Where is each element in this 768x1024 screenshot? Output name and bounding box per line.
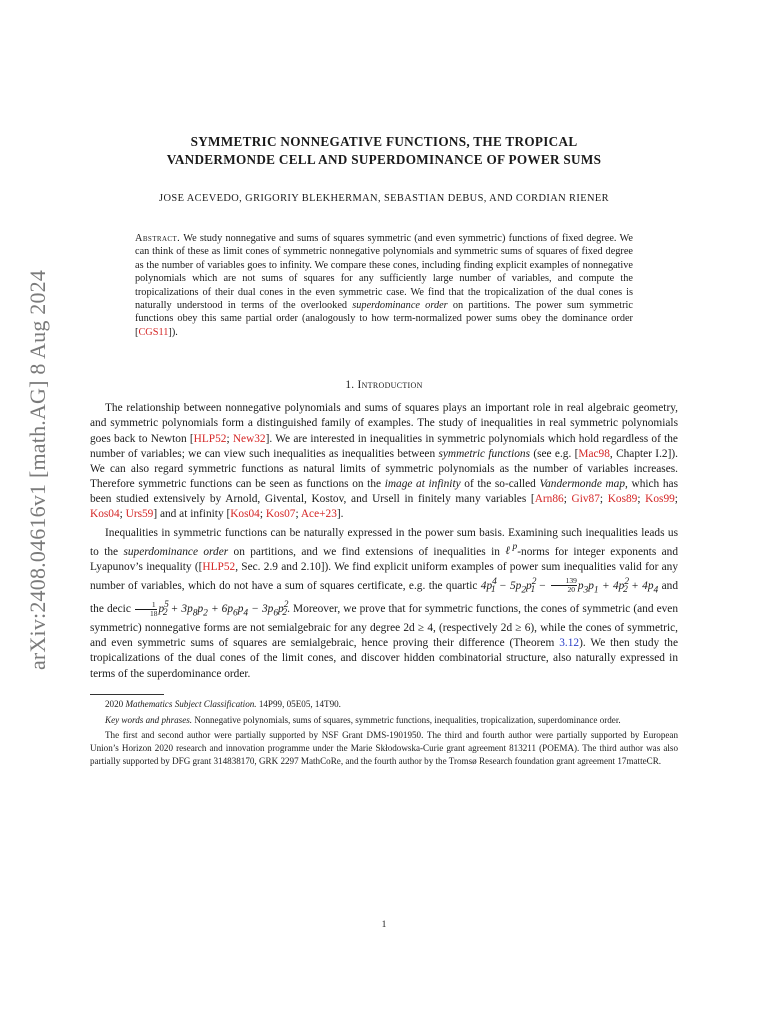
citation-link[interactable]: Giv87	[571, 493, 600, 506]
author-list: JOSE ACEVEDO, GRIGORIY BLEKHERMAN, SEBASTIAN DEBUS, AND CORDIAN RIENER	[159, 193, 609, 204]
math-superscript: 2	[283, 599, 289, 610]
text: , Chapter I.2]). We can also regard symmetric functions as natural limits of symmetric polynomials as the number of variables increases. Therefore symmetric functions can be seen as functions on the	[90, 447, 678, 491]
text: Inequalities in symmetric functions can be naturally expressed in the power sum basis. Examining such inequalities leads us to the	[90, 526, 678, 558]
citation-link[interactable]: Kos04	[90, 508, 120, 521]
fraction-denominator: 20	[567, 585, 575, 595]
paper-title	[90, 133, 678, 169]
math-superscript: p	[512, 542, 518, 553]
citation-link[interactable]: HLP52	[193, 432, 227, 445]
body-text	[90, 401, 678, 682]
math-subscript: 4	[243, 608, 249, 618]
footnote-msc	[90, 698, 678, 711]
math-term: −	[535, 579, 550, 592]
paper-page	[90, 0, 679, 930]
footnote-rule	[90, 694, 164, 695]
title-line-1: SYMMETRIC NONNEGATIVE FUNCTIONS, THE TROPICAL	[190, 134, 578, 149]
abstract	[135, 232, 633, 339]
footnote-funding: The first and second author were partially supported by NSF Grant DMS-1901950. The third and fourth author were partially supported by European Union’s Horizon 2020 research and innovation programme under the Marie Skłodowska-Curie grant agreement 813211 (POEMA). The third author was also partially supported by DFG grant 314838170, GRK 2297 MathCoRe, and the fourth author by the Tromsø Research foundation grant agreement 17matteCR.	[90, 730, 678, 766]
math-subscript: 3	[583, 584, 589, 595]
text: ). We then study the tropicalizations of the dual cones of the limit cones, and discover hidden combinatorial structure, also naturally expressed in terms of the superdominance order.	[90, 637, 678, 680]
text: on partitions, and we find extensions of inequalities in	[228, 545, 506, 558]
text: ;	[119, 508, 126, 521]
abstract-text: We study nonnegative and sums of squares symmetric (and even symmetric) functions of fixed degree. We can think of these as limit cones of symmetric nonnegative polynomials and symmetric sums of squares of fixed degree as the number of variables goes to infinity. We compare these cones, including finding explicit examples of nonnegative polynomials which are not sums of squares for any sufficiently large number of variables, and compute the tropicalizations of their dual cones in the even symmetric case. We find that the tropicalization of the dual cones is naturally understood in terms of the overlooked	[135, 233, 633, 312]
footnotes	[90, 694, 678, 768]
math-subscript: 6	[233, 608, 238, 618]
citation-link[interactable]: Kos07	[265, 508, 296, 521]
text: 2020	[105, 698, 126, 709]
math-subscript: 2	[162, 608, 168, 618]
text: ] and at infinity [	[153, 508, 231, 521]
math-subscript: 1	[593, 584, 599, 595]
text: ;	[226, 432, 233, 445]
math-subscript: 1	[490, 584, 496, 595]
text: and the decic	[90, 579, 679, 615]
math-term: p	[158, 602, 165, 615]
text: of the so-called	[460, 478, 540, 491]
math-subscript: 2	[521, 584, 527, 595]
citation-link[interactable]: Kos99	[645, 493, 675, 506]
math-subscript: 8	[192, 608, 198, 618]
title-line-2: VANDERMONDE CELL AND SUPERDOMINANCE OF POWER SUMS	[166, 152, 602, 167]
emphasis: Key words and phrases.	[105, 714, 193, 725]
citation-link[interactable]: Arn86	[534, 493, 564, 506]
math-term: p	[237, 602, 244, 615]
math-subscript: 2	[623, 584, 628, 595]
abstract-text: ]).	[168, 326, 178, 338]
math-subscript: 6	[273, 608, 279, 618]
citation-link[interactable]: CGS11	[138, 326, 169, 338]
text: ;	[259, 508, 266, 521]
text: ;	[563, 493, 572, 506]
math-term: − 5p	[495, 579, 522, 592]
citation-link[interactable]: Mac98	[578, 447, 610, 460]
section-heading	[90, 379, 678, 391]
text: Nonnegative polynomials, sums of squares, symmetric functions, inequalities, tropicalization, superdominance order.	[192, 714, 621, 725]
fraction	[135, 601, 158, 618]
text: ;	[295, 508, 301, 521]
math-term: + 4p	[598, 579, 625, 592]
emphasis: symmetric functions	[438, 447, 530, 460]
paragraph	[90, 401, 678, 522]
math-subscript: 1	[530, 584, 536, 595]
paragraph	[90, 526, 678, 682]
abstract-text: on partitions. The power sum symmetric functions obey this same partial order (analogously to how term-normalized power sums obey the dominance order [	[135, 300, 633, 338]
math-term: + 4p	[627, 579, 654, 592]
math-term: − 3p	[248, 602, 274, 615]
theorem-reference-link[interactable]: 3.12	[559, 637, 580, 650]
emphasis: Vandermonde map	[539, 478, 626, 491]
citation-link[interactable]: Kos04	[230, 508, 260, 521]
abstract-label: Abstract.	[135, 233, 181, 244]
section-number: 1.	[345, 379, 355, 392]
math-term: p	[197, 602, 204, 615]
citation-link[interactable]: Ace+23	[300, 508, 337, 521]
text: The relationship between nonnegative polynomials and sums of squares plays an important role in real algebraic geometry, and symmetric polynomials form a distinguished family of examples. The study of inequalities in real symmetric polynomials goes back to Newton [	[90, 402, 678, 445]
text: ].	[336, 508, 344, 521]
text: , which has been studied extensively by Arnold, Givental, Kostov, and Ursell in finitely many variables [	[90, 478, 678, 506]
citation-link[interactable]: Urs59	[125, 508, 154, 521]
math-term: p	[577, 579, 584, 592]
math-term: 4p	[480, 579, 493, 592]
math-term: + 6p	[207, 602, 234, 615]
citation-link[interactable]: HLP52	[202, 560, 236, 573]
citation-link[interactable]: New32	[232, 432, 266, 445]
arxiv-id: arXiv:2408.04616v1 [math.AG] 8 Aug 2024	[25, 269, 51, 671]
math-superscript: 2	[531, 576, 537, 587]
math-term: + 3p	[167, 602, 193, 615]
fraction-numerator: 1	[135, 601, 158, 610]
decic-formula	[134, 599, 289, 618]
citation-link[interactable]: Kos89	[607, 493, 638, 506]
fraction	[551, 577, 577, 594]
page-number: 1	[381, 920, 387, 930]
math-term: p	[278, 602, 284, 615]
fraction-numerator: 139	[551, 577, 577, 586]
text: . Moreover, we prove that for symmetric functions, the cones of symmetric (and even symmetric) nonnegative forms are not semialgebraic for any degree 2d ≥ 4, (respectively 2d ≥ 6), while the cones of symmetric, and even symmetric sums of squares are semialgebraic, hence proving their difference (Theorem	[90, 602, 679, 650]
math-subscript: 4	[653, 584, 659, 595]
math-superscript: 2	[624, 576, 630, 587]
text: (see e.g. [	[530, 447, 579, 460]
math-superscript: 5	[164, 599, 169, 610]
text: ;	[599, 493, 608, 506]
section-title: Introduction	[357, 379, 423, 392]
math-subscript: 2	[203, 608, 208, 618]
text: -norms for integer exponents and Lyapunov’s inequality ([	[90, 545, 678, 573]
math-term: p	[526, 579, 532, 592]
quartic-formula	[480, 576, 659, 595]
footnote-keywords	[90, 714, 678, 727]
arxiv-stamp	[18, 250, 58, 690]
emphasis: image at infinity	[384, 478, 461, 491]
text: , Sec. 2.9 and 2.10]). We find explicit uniform examples of power sum inequalities valid for any number of variables, which do not have a sum of squares certificate, e.g. the quartic	[90, 560, 678, 592]
emphasis: Mathematics Subject Classification.	[125, 698, 257, 709]
text: 14P99, 05E05, 14T90.	[256, 698, 341, 709]
math-term: p	[588, 579, 594, 592]
math-symbol: ℓ	[505, 545, 513, 558]
text: ;	[674, 493, 678, 506]
fraction-denominator: 18	[149, 608, 158, 618]
math-superscript: 4	[492, 576, 497, 587]
text: ;	[637, 493, 646, 506]
math-inline	[505, 542, 518, 558]
math-subscript: 2	[282, 608, 288, 618]
emphasis: superdominance order	[123, 545, 229, 558]
text: ]. We are interested in inequalities in symmetric polynomials which hold regardless of the number of variables; we can view such inequalities as inequalities between	[90, 432, 678, 460]
abstract-emphasis: superdominance order	[352, 300, 448, 312]
